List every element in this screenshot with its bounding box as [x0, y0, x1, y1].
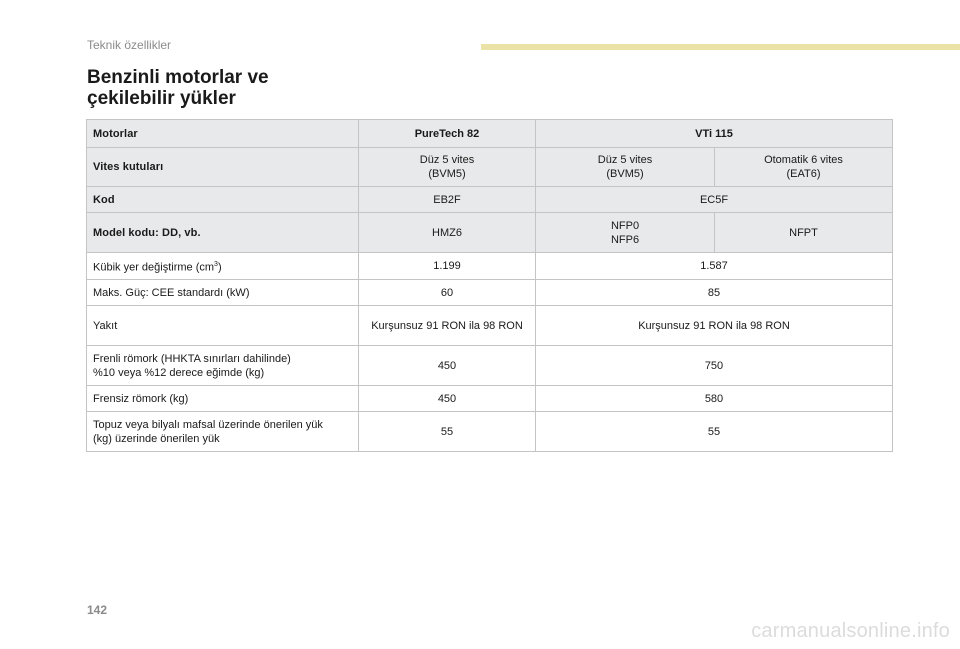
cell-model-b-line2: NFP6 [610, 233, 640, 246]
displacement-label-close: ) [217, 261, 222, 274]
cell-nose-a: 55 [359, 412, 536, 452]
cell-braked-a: 450 [359, 346, 536, 386]
row-label-model: Model kodu: DD, vb. [87, 213, 359, 253]
page-number: 142 [87, 603, 108, 617]
table-row-gearbox [87, 148, 893, 187]
cell-gearbox-b-line2: (BVM5) [606, 168, 644, 180]
row-label-gearbox: Vites kutuları [87, 148, 359, 187]
watermark: carmanualsonline.info [751, 620, 950, 642]
cell-fuel-b: Kurşunsuz 91 RON ila 98 RON [536, 306, 893, 346]
table-row-code [87, 187, 893, 213]
cell-unbraked-a: 450 [359, 386, 536, 412]
row-label-braked-trailer [87, 346, 359, 386]
table-row-motors [87, 120, 893, 148]
cell-code-b: EC5F [536, 187, 893, 213]
cell-motor-vti: VTi 115 [536, 120, 893, 148]
cell-power-a: 60 [359, 280, 536, 306]
cell-gearbox-c [715, 148, 893, 187]
cell-fuel-a: Kurşunsuz 91 RON ila 98 RON [359, 306, 536, 346]
cell-code-a: EB2F [359, 187, 536, 213]
cell-nose-b: 55 [536, 412, 893, 452]
cell-displacement-a: 1.199 [359, 253, 536, 280]
table-row-nose-weight [87, 412, 893, 452]
cell-gearbox-b-line1: Düz 5 vites [597, 154, 653, 166]
braked-label-line2: %10 veya %12 derece eğimde (kg) [93, 366, 265, 379]
cell-gearbox-c-line2: (EAT6) [786, 168, 821, 180]
cell-model-b-line1: NFP0 [610, 219, 640, 232]
displacement-label-text: Kübik yer değiştirme (cm [93, 261, 215, 274]
displacement-label-sup: 3 [214, 260, 218, 268]
row-label-power: Maks. Güç: CEE standardı (kW) [87, 280, 359, 306]
cell-gearbox-c-line1: Otomatik 6 vites [764, 154, 843, 166]
section-label: Teknik özellikler [87, 38, 172, 52]
table-row-unbraked-trailer [87, 386, 893, 412]
cell-model-b [536, 213, 715, 253]
braked-label-line1: Frenli römork (HHKTA sınırları dahilinde) [93, 352, 291, 365]
cell-gearbox-a [359, 148, 536, 187]
table-row-fuel [87, 306, 893, 346]
cell-power-b: 85 [536, 280, 893, 306]
cell-model-a: HMZ6 [359, 213, 536, 253]
table-row-model [87, 213, 893, 253]
cell-gearbox-a-line1: Düz 5 vites [419, 154, 475, 166]
page-title-line2: çekilebilir yükler [87, 88, 236, 109]
table-row-power [87, 280, 893, 306]
nose-label-line1: Topuz veya bilyalı mafsal üzerinde önerilen yük [93, 418, 323, 431]
cell-gearbox-b [536, 148, 715, 187]
cell-model-c: NFPT [715, 213, 893, 253]
row-label-displacement [87, 253, 359, 280]
row-label-motors: Motorlar [87, 120, 359, 148]
row-label-unbraked-trailer: Frensiz römork (kg) [87, 386, 359, 412]
cell-motor-puretech: PureTech 82 [359, 120, 536, 148]
table-row-displacement [87, 253, 893, 280]
cell-gearbox-a-line2: (BVM5) [428, 168, 466, 180]
page-title-line1: Benzinli motorlar ve [87, 67, 269, 88]
cell-displacement-b: 1.587 [536, 253, 893, 280]
page-title [87, 67, 487, 109]
row-label-nose-weight [87, 412, 359, 452]
spec-table [86, 119, 893, 452]
cell-unbraked-b: 580 [536, 386, 893, 412]
nose-label-line2: (kg) üzerinde önerilen yük [93, 432, 220, 445]
row-label-fuel: Yakıt [87, 306, 359, 346]
cell-braked-b: 750 [536, 346, 893, 386]
row-label-code: Kod [87, 187, 359, 213]
accent-bar [481, 44, 960, 50]
table-row-braked-trailer [87, 346, 893, 386]
